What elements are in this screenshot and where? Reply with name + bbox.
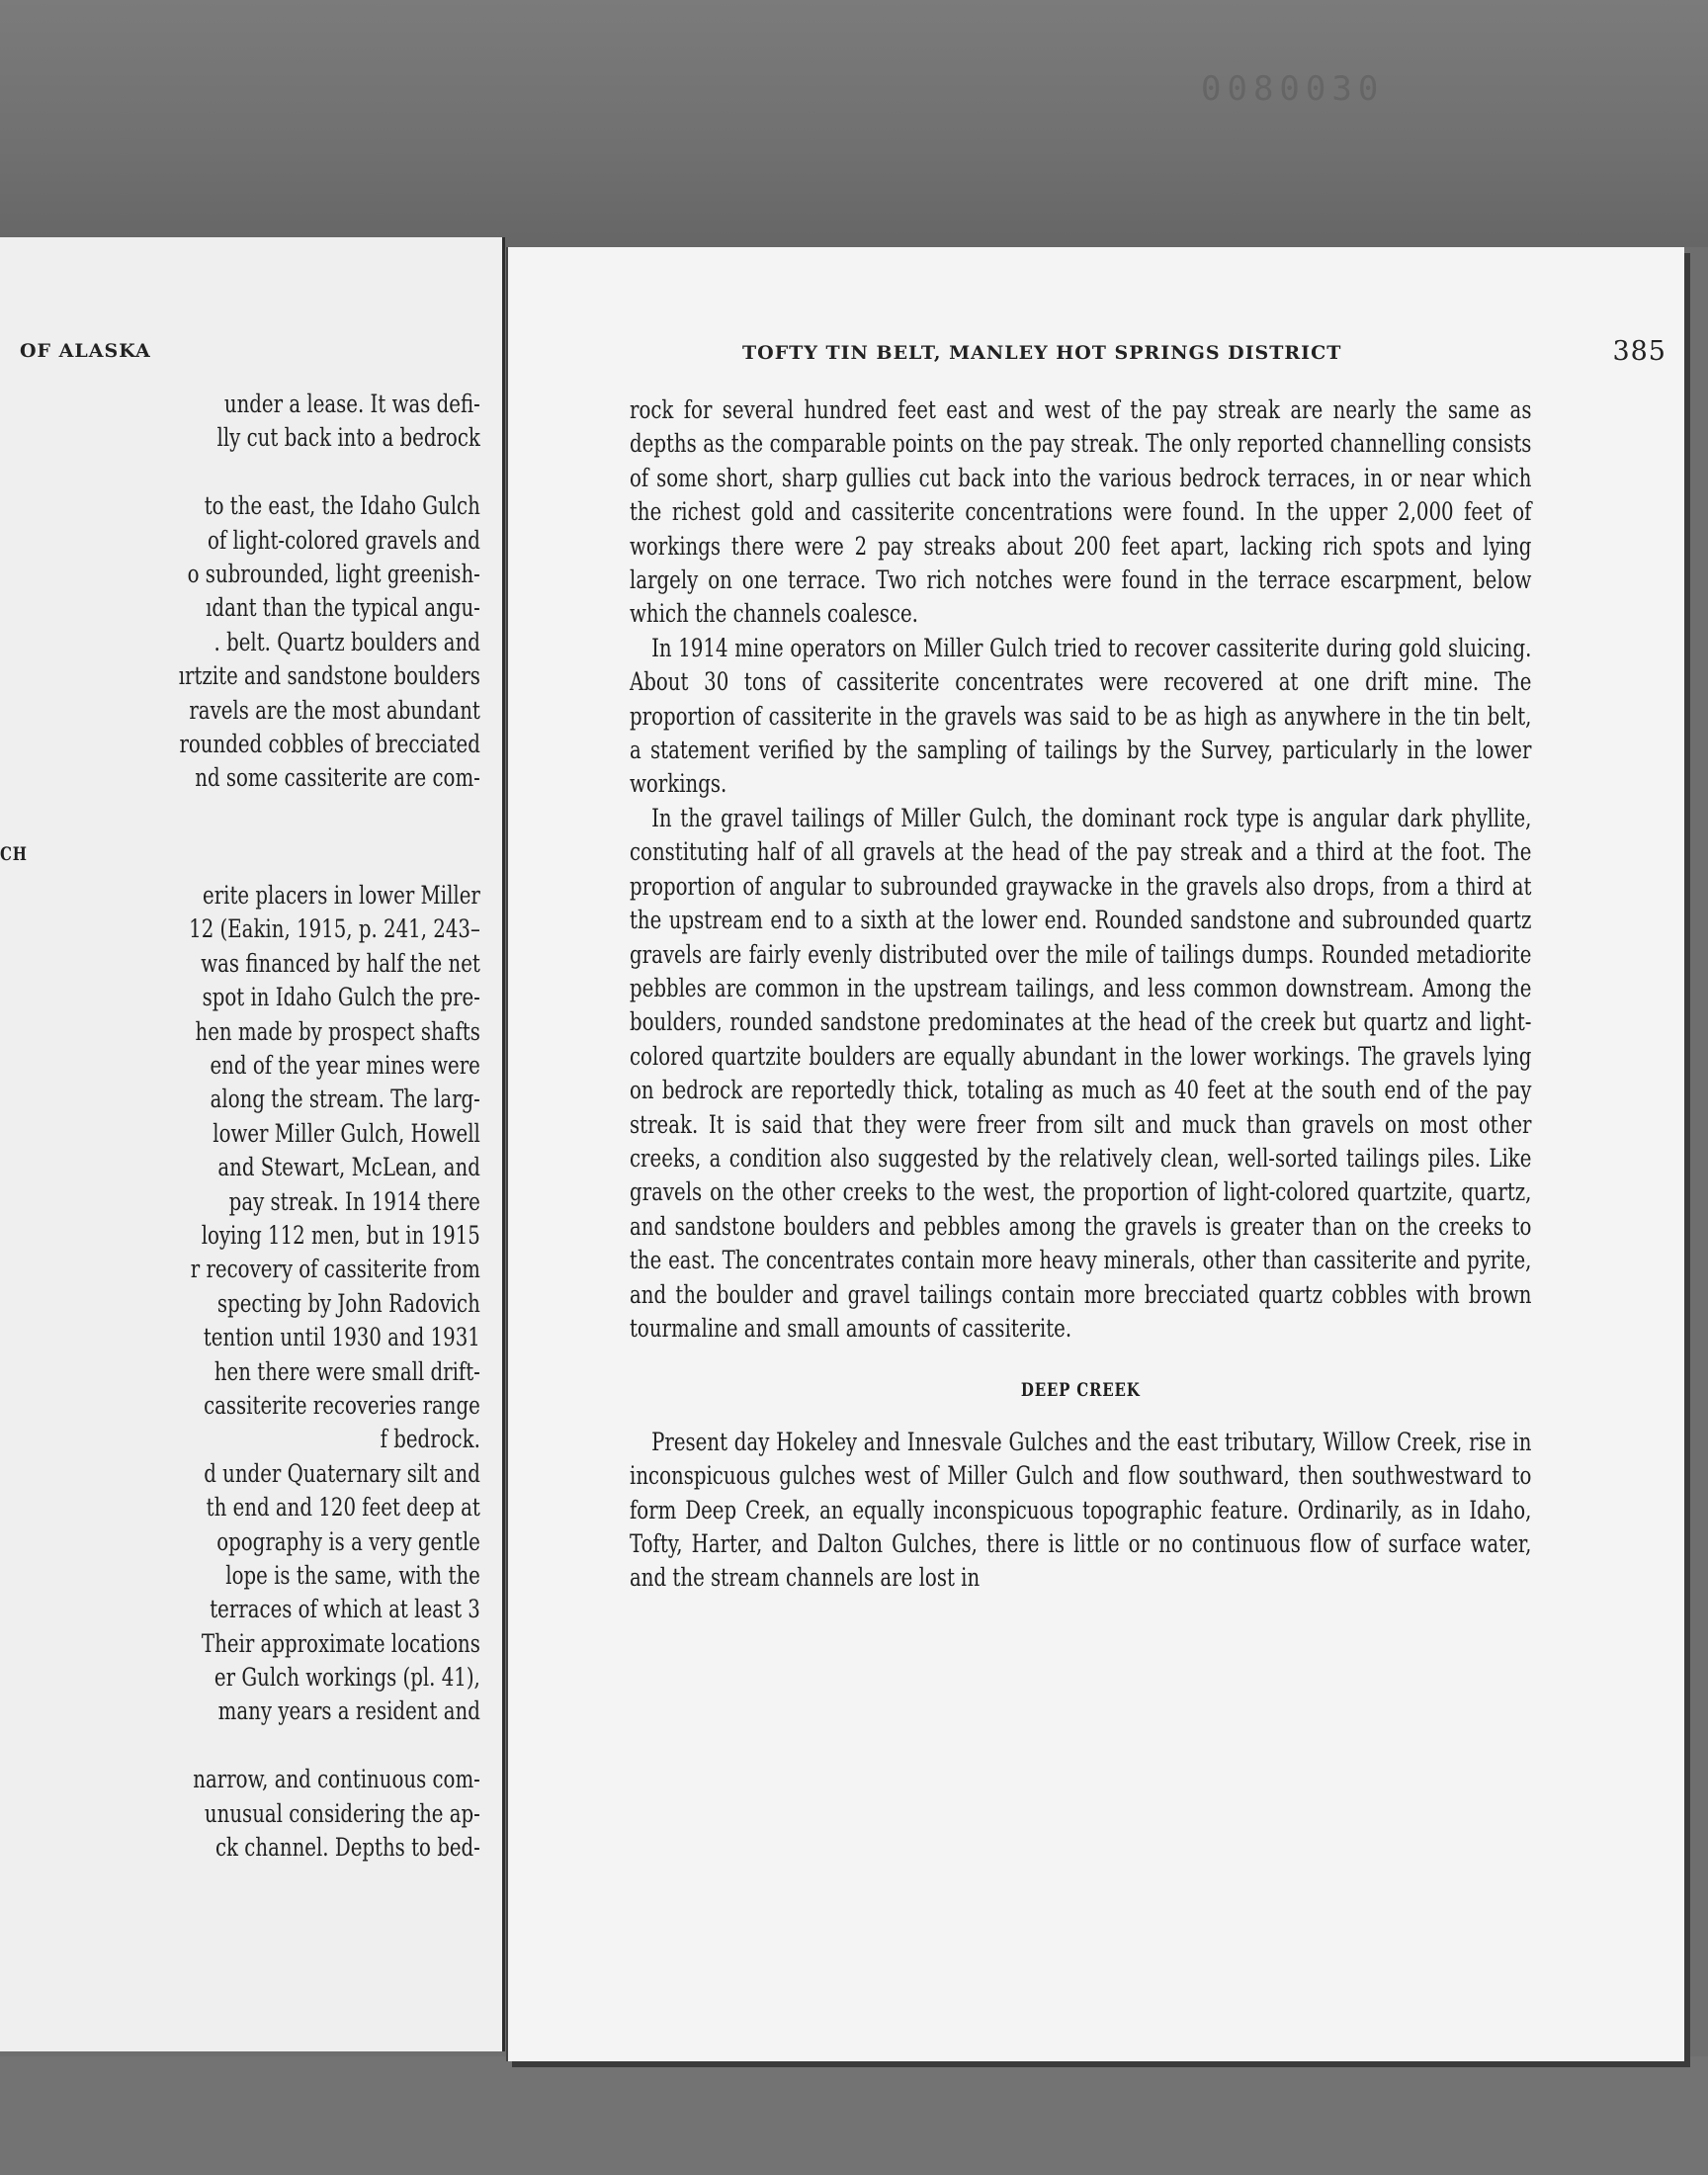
page-number: 385 <box>1612 336 1666 367</box>
left-text-line: narrow, and continuous com- <box>193 1765 480 1794</box>
left-text-line: specting by John Radovich <box>216 1288 480 1318</box>
left-text-line: to the east, the Idaho Gulch <box>204 491 480 521</box>
left-text-line: ıdant than the typical angu- <box>206 593 480 623</box>
left-text-line: was financed by half the net <box>201 948 480 978</box>
left-text-line: rounded cobbles of brecciated <box>179 729 480 758</box>
left-text-line: erite placers in lower Miller <box>203 881 480 911</box>
left-text-line: o subrounded, light greenish- <box>187 559 480 588</box>
left-text-line: lower Miller Gulch, Howell <box>213 1118 480 1148</box>
left-text-line: nd some cassiterite are com- <box>195 763 480 793</box>
left-text-line: cassiterite recoveries range <box>204 1390 480 1420</box>
left-text-line: ck channel. Depths to bed- <box>214 1833 480 1863</box>
left-text-line: along the stream. The larg- <box>210 1085 480 1114</box>
left-text-line: tention until 1930 and 1931 <box>203 1323 480 1352</box>
left-text-line: opography is a very gentle <box>216 1526 480 1556</box>
left-line-gap <box>0 1729 480 1763</box>
left-page <box>0 237 505 2051</box>
left-line-gap <box>0 796 480 829</box>
left-text-line: hen made by prospect shafts <box>195 1016 480 1046</box>
paragraph-2: In 1914 mine operators on Miller Gulch tried to recover cassiterite during gold sluicing. About 30 tons of cassiterite concentrates were recovered at one drift mine. The proportion of cassiterite in the gravels was said to be as high as anywhere in the tin belt, a statement verified by the sampling of tailings by the Survey, particularly in the lower workings. <box>630 633 1532 799</box>
scan-stamp: 0080030 <box>1201 69 1385 109</box>
left-text-line: terraces of which at least 3 <box>210 1595 480 1624</box>
paragraph-3: In the gravel tailings of Miller Gulch, the dominant rock type is angular dark phyllite, constituting half of all gravels at the head of the pay streak and a third at the foot. The proportion of angular to subrounded graywacke in the gravels also drops, from a third at the upstream end to a sixth at the lower end. Rounded sandstone and subrounded quartz gravels are fairly evenly distributed over the mile of tailings dumps. Rounded metadiorite pebbles are common in the upstream tailings, and less common downstream. Among the boulders, rounded sandstone predominates at the head of the creek but quartz and light-colored quartzite boulders are equally abundant in the lower workings. The gravels lying on bedrock are reportedly thick, totaling as much as 40 feet at the south end of the pay streak. It is said that they were freer from silt and muck than gravels on most other creeks, a condition also suggested by the relatively clean, well-sorted tailings piles. Like gravels on the other creeks to the west, the proportion of light-colored quartzite, quartz, and sandstone boulders and pebbles among the gravels is greater than on the creeks to the east. The concentrates contain more heavy minerals, other than cassiterite and pyrite, and the boulder and gravel tailings contain more brecciated quartz cobbles with brown tourmaline and small amounts of cassiterite. <box>630 803 1532 1343</box>
running-head-title: TOFTY TIN BELT, MANLEY HOT SPRINGS DISTRICT <box>742 342 1342 364</box>
right-page <box>506 247 1684 2061</box>
left-line-gap <box>0 456 480 489</box>
scan-background-bottom <box>0 2056 1708 2175</box>
left-text-line: er Gulch workings (pl. 41), <box>214 1663 480 1693</box>
right-running-head <box>742 336 1666 367</box>
left-text-line: ravels are the most abundant <box>189 695 480 725</box>
left-text-line: d under Quaternary silt and <box>204 1458 480 1488</box>
scan-background-top <box>0 0 1708 247</box>
paragraph-deep-creek: Present day Hokeley and Innesvale Gulches and the east tributary, Willow Creek, rise in inconspicuous gulches west of Miller Gulch and flow southward, then southwestward to form Deep Creek, an equally inconspicuous topographic feature. Ordinarily, as in Idaho, Tofty, Harter, and Dalton Gulches, there is little or no continuous flow of surface water, and the stream channels are lost in <box>630 1427 1532 1593</box>
left-text-line: ırtzite and sandstone boulders <box>178 661 480 691</box>
left-text-line: of light-colored gravels and <box>207 525 480 555</box>
left-text-line: lope is the same, with the <box>225 1560 480 1590</box>
body-text <box>630 393 1531 1596</box>
left-text-line: unusual considering the ap- <box>204 1798 480 1828</box>
left-text-line: f bedrock. <box>380 1425 480 1454</box>
left-text-line: pay streak. In 1914 there <box>228 1186 480 1216</box>
section-heading-deep-creek: DEEP CREEK <box>1020 1379 1141 1402</box>
left-section-heading-fragment: CH <box>0 843 28 866</box>
paragraph-1: rock for several hundred feet east and west of the pay streak are nearly the same as depths as the comparable points on the pay streak. The only reported channelling consists of some short, sharp gullies cut back into the various bedrock terraces, in or near which the richest gold and cassiterite concentrations were found. In the upper 2,000 feet of workings there were 2 pay streaks about 200 feet apart, lacking rich spots and lying largely on one terrace. Two rich notches were found in the terrace escarpment, below which the channels coalesce. <box>630 395 1532 629</box>
left-text-line: spot in Idaho Gulch the pre- <box>202 983 480 1012</box>
left-text-line: th end and 120 feet deep at <box>206 1493 480 1522</box>
left-text-line: many years a resident and <box>217 1696 480 1726</box>
left-text-line: under a lease. It was defi- <box>223 390 480 418</box>
left-text-line: loying 112 men, but in 1915 <box>201 1220 480 1250</box>
left-running-head: OF ALASKA <box>20 340 151 362</box>
left-text-line: . belt. Quartz boulders and <box>214 627 480 656</box>
left-text-line: and Stewart, McLean, and <box>217 1153 480 1182</box>
left-text-line: 12 (Eakin, 1915, p. 241, 243– <box>189 914 480 944</box>
left-page-text <box>0 388 484 1865</box>
left-text-line: r recovery of cassiterite from <box>190 1255 480 1284</box>
left-text-line: lly cut back into a bedrock <box>216 423 480 453</box>
left-text-line: hen there were small drift- <box>214 1356 480 1386</box>
left-text-line: Their approximate locations <box>201 1628 480 1658</box>
left-text-line: end of the year mines were <box>210 1051 480 1081</box>
